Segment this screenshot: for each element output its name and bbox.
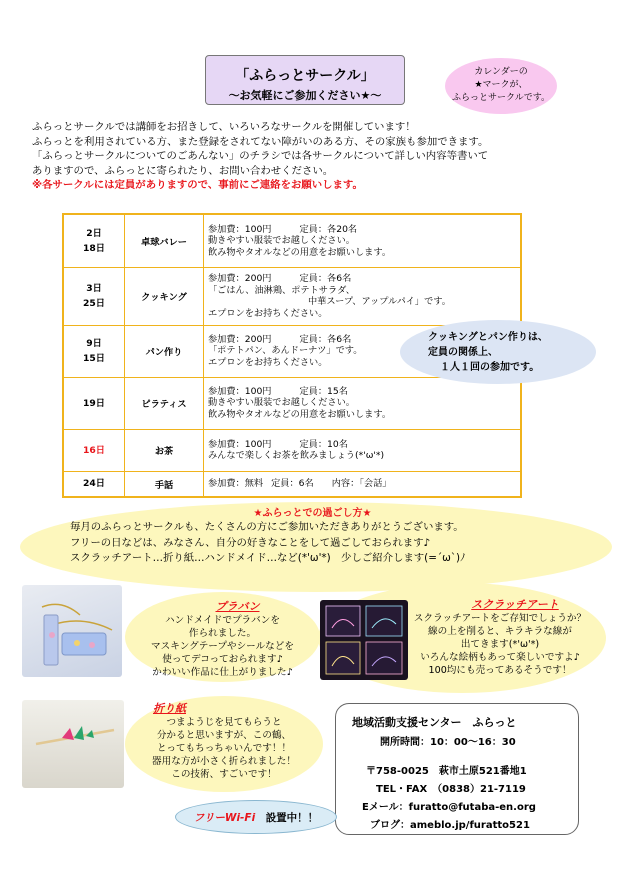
origami-bubble: [125, 696, 323, 792]
schedule-detail: 参加費：200円 定員：各6名 「ポテトパン、あんドーナツ」です。 エプロンをお持ちください。: [204, 325, 522, 377]
center-address: 〒758-0025 萩市土原521番地1: [366, 766, 527, 777]
origami-photo: [22, 700, 124, 788]
center-email: Eメール：furatto@futaba-en.org: [362, 802, 536, 813]
flyer-title: 「ふらっとサークル」: [235, 68, 375, 84]
center-name: 地域活動支援センター ふらっと: [352, 716, 517, 729]
cooking-note-bubble: [400, 320, 596, 384]
purabun-keychain-icon: [22, 585, 122, 677]
center-hours: 開所時間：10：00～16：30: [380, 737, 516, 748]
sugoshikata-line: スクラッチアート…折り紙…ハンドメイド…など(*'ω'*) 少しご紹介します(=´ω`)ﾉ: [70, 552, 466, 564]
schedule-detail: 参加費：200円 定員：各6名 「ごはん、油淋鶏、ポテトサラダ、 中華スープ、アップルパイ」です。 エプロンをお持ちください。: [204, 267, 522, 325]
schedule-date: 2日 18日: [63, 214, 125, 267]
calendar-note-line: カレンダーの: [474, 67, 528, 77]
schedule-detail: 参加費：100円 定員：各20名 動きやすい服装でお越しください。 飲み物やタオルなどの用意をお願いします。: [204, 214, 522, 267]
purabun-title: プラバン: [215, 600, 260, 613]
schedule-date: 24日: [63, 471, 125, 497]
scratch-text-block: [395, 596, 605, 677]
purabun-photo: [22, 585, 122, 677]
schedule-detail: 参加費：無料 定員：6名 内容：「会話」: [204, 471, 522, 497]
purabun-bubble: [125, 592, 320, 682]
origami-text: つまようじを見てもらうと 分かると思いますが、この鶴、 とってもちっちゃいんです！！ 器用な方が小さく折られました！ この技術、すごいです！: [152, 717, 296, 780]
calendar-note-line: ★マークが、: [474, 80, 528, 90]
cooking-note-line: １人１回の参加です。: [440, 362, 540, 373]
schedule-detail: 参加費：100円 定員：15名 動きやすい服装でお越しください。 飲み物やタオルなどの用意をお願いします。: [204, 377, 522, 429]
scratch-text: スクラッチアートをご存知でしょうか？ 線の上を削ると、キラキラな線が 出てきます(*'ω'*) いろんな絵柄もあって楽しいですよ♪ 100均にも売ってあるそうです！: [413, 613, 587, 676]
wifi-status: 設置中！！: [265, 812, 319, 824]
schedule-name: ピラティス: [125, 377, 204, 429]
schedule-date: 19日: [63, 377, 125, 429]
center-blog: ブログ：ameblo.jp/furatto521: [370, 820, 530, 831]
center-info-box: [335, 703, 579, 835]
cooking-note-line: 定員の関係上、: [428, 347, 498, 358]
schedule-name: 手話: [125, 471, 204, 497]
intro-line: ありますので、ふらっとに寄られたり、お問い合わせください。: [32, 164, 334, 177]
sugoshikata-title: ★ふらっとでの過ごし方★: [253, 508, 372, 519]
table-row: [63, 214, 521, 267]
schedule-date: 9日 15日: [63, 325, 125, 377]
calendar-note-line: ふらっとサークルです。: [451, 93, 550, 103]
calendar-note-bubble: [445, 58, 557, 114]
origami-title: 折り紙: [153, 702, 186, 715]
scratch-title: スクラッチアート: [471, 598, 559, 611]
origami-crane-icon: [22, 700, 124, 788]
intro-text: [32, 120, 612, 193]
cooking-note-line: クッキングとパン作りは、: [428, 332, 548, 343]
schedule-date: 16日: [63, 429, 125, 471]
sugoshikata-line: 毎月のふらっとサークルも、たくさんの方にご参加いただきありがとうございます。: [70, 521, 464, 533]
intro-notice: ※各サークルには定員がありますので、事前にご連絡をお願いします。: [32, 179, 363, 191]
sugoshikata-text: [70, 520, 590, 567]
flyer-title-box: [205, 55, 405, 105]
intro-line: ふらっとを利用されている方、また登録をされてない障がいのある方、その家族も参加できます。: [32, 135, 489, 148]
purabun-text: ハンドメイドでプラバンを 作られました。 マスキングテープやシールなどを 使ってデコっておられます♪ かわいい作品に仕上がりました♪: [151, 615, 294, 678]
wifi-label: フリーWi-Fi: [193, 812, 256, 824]
intro-line: ふらっとサークルでは講師をお招きして、いろいろなサークルを開催しています！: [32, 121, 416, 133]
schedule-name: 卓球バレー: [125, 214, 204, 267]
schedule-detail: 参加費：100円 定員：10名 みんなで楽しくお茶を飲みましょう(*'ω'*): [204, 429, 522, 471]
table-row: [63, 377, 521, 429]
schedule-name: パン作り: [125, 325, 204, 377]
table-row: [63, 471, 521, 497]
intro-line: 「ふらっとサークルについてのごあんない」のチラシでは各サークルについて詳しい内容等書いて: [32, 150, 489, 162]
flyer-subtitle: ～お気軽にご参加ください★～: [228, 89, 382, 102]
table-row: [63, 429, 521, 471]
center-tel: TEL・FAX （0838）21-7119: [376, 784, 526, 795]
schedule-name: お茶: [125, 429, 204, 471]
schedule-date: 3日 25日: [63, 267, 125, 325]
table-row: [63, 267, 521, 325]
wifi-bubble: [175, 800, 337, 834]
schedule-name: クッキング: [125, 267, 204, 325]
sugoshikata-line: フリーの日などは、みなさん、自分の好きなことをして過ごしておられます♪: [70, 536, 431, 549]
